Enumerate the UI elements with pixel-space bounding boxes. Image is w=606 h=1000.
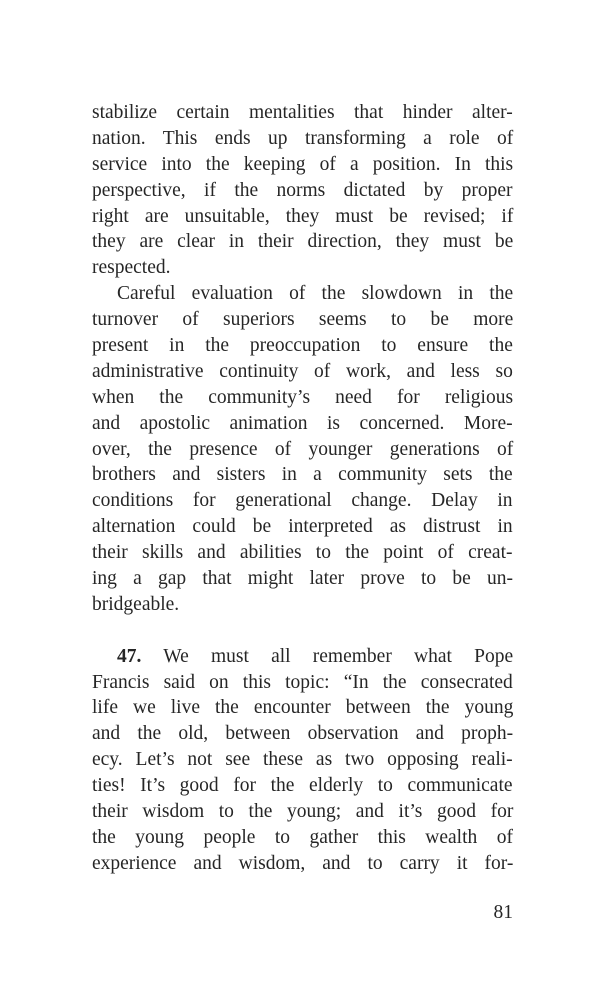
line-text: service into the keeping of a position. In this <box>92 153 514 175</box>
text-line <box>92 126 513 152</box>
text-line <box>92 773 513 799</box>
text-line <box>92 437 513 463</box>
line-text: turnover of superiors seems to be more <box>92 309 514 331</box>
line-text: Francis said on this topic: “In the consecrated <box>92 671 513 693</box>
line-text: perspective, if the norms dictated by proper <box>92 179 513 201</box>
line-text: over, the presence of younger generations of <box>92 438 514 460</box>
text-line <box>92 721 513 747</box>
line-text: conditions for generational change. Delay in <box>92 490 513 512</box>
text-line <box>92 825 513 851</box>
text-line <box>92 488 513 514</box>
line-text: respected. <box>92 257 171 279</box>
text-line <box>92 695 513 721</box>
line-text: when the community’s need for religious <box>92 386 514 408</box>
line-text: life we live the encounter between the young <box>92 697 514 719</box>
text-line <box>92 462 513 488</box>
line-text: ecy. Let’s not see these as two opposing reali- <box>92 749 513 771</box>
text-line <box>92 359 513 385</box>
text-line <box>92 178 513 204</box>
text-line <box>92 799 513 825</box>
line-text: their skills and abilities to the point of creat- <box>92 542 513 564</box>
line-text: stabilize certain mentalities that hinder alter- <box>92 102 513 123</box>
line-text: present in the preoccupation to ensure the <box>92 335 513 357</box>
text-line <box>92 592 513 618</box>
text-line <box>92 204 513 230</box>
line-text: nation. This ends up transforming a role of <box>92 127 514 149</box>
line-text: brothers and sisters in a community sets the <box>92 464 513 486</box>
line-text: they are clear in their direction, they must be <box>92 231 514 253</box>
text-line <box>92 851 513 877</box>
text-line <box>92 307 513 333</box>
line-text: and the old, between observation and proph- <box>92 723 514 745</box>
paragraph-number: 47. <box>117 645 142 667</box>
line-text: their wisdom to the young; and it’s good for <box>92 801 514 823</box>
text-line <box>92 566 513 592</box>
text-line <box>92 747 513 773</box>
line-text: We must all remember what Pope <box>163 645 514 667</box>
text-line <box>92 540 513 566</box>
line-text: ties! It’s good for the elderly to communicate <box>92 775 513 797</box>
line-text: administrative continuity of work, and less so <box>92 360 513 382</box>
text-line <box>92 229 513 255</box>
text-line <box>92 255 513 281</box>
line-text: alternation could be interpreted as distrust in <box>92 516 513 538</box>
text-line <box>92 644 513 670</box>
line-text: bridgeable. <box>92 593 180 615</box>
line-text: the young people to gather this wealth of <box>92 826 513 848</box>
paragraph <box>92 281 513 618</box>
paragraph <box>92 100 513 281</box>
page-body <box>92 100 513 877</box>
text-line <box>92 670 513 696</box>
paragraph <box>92 644 513 877</box>
text-line <box>92 333 513 359</box>
text-line <box>92 281 513 307</box>
text-line <box>92 152 513 178</box>
text-line <box>92 514 513 540</box>
line-text: and apostolic animation is concerned. More- <box>92 412 513 434</box>
text-line <box>92 100 513 126</box>
line-text: ing a gap that might later prove to be un- <box>92 568 513 590</box>
paragraph-gap <box>92 618 513 644</box>
text-line <box>92 411 513 437</box>
line-text: Careful evaluation of the slowdown in the <box>117 283 514 305</box>
line-text: experience and wisdom, and to carry it for- <box>92 852 514 874</box>
text-line <box>92 385 513 411</box>
page-number: 81 <box>493 902 513 923</box>
line-text: right are unsuitable, they must be revised; if <box>92 205 514 227</box>
